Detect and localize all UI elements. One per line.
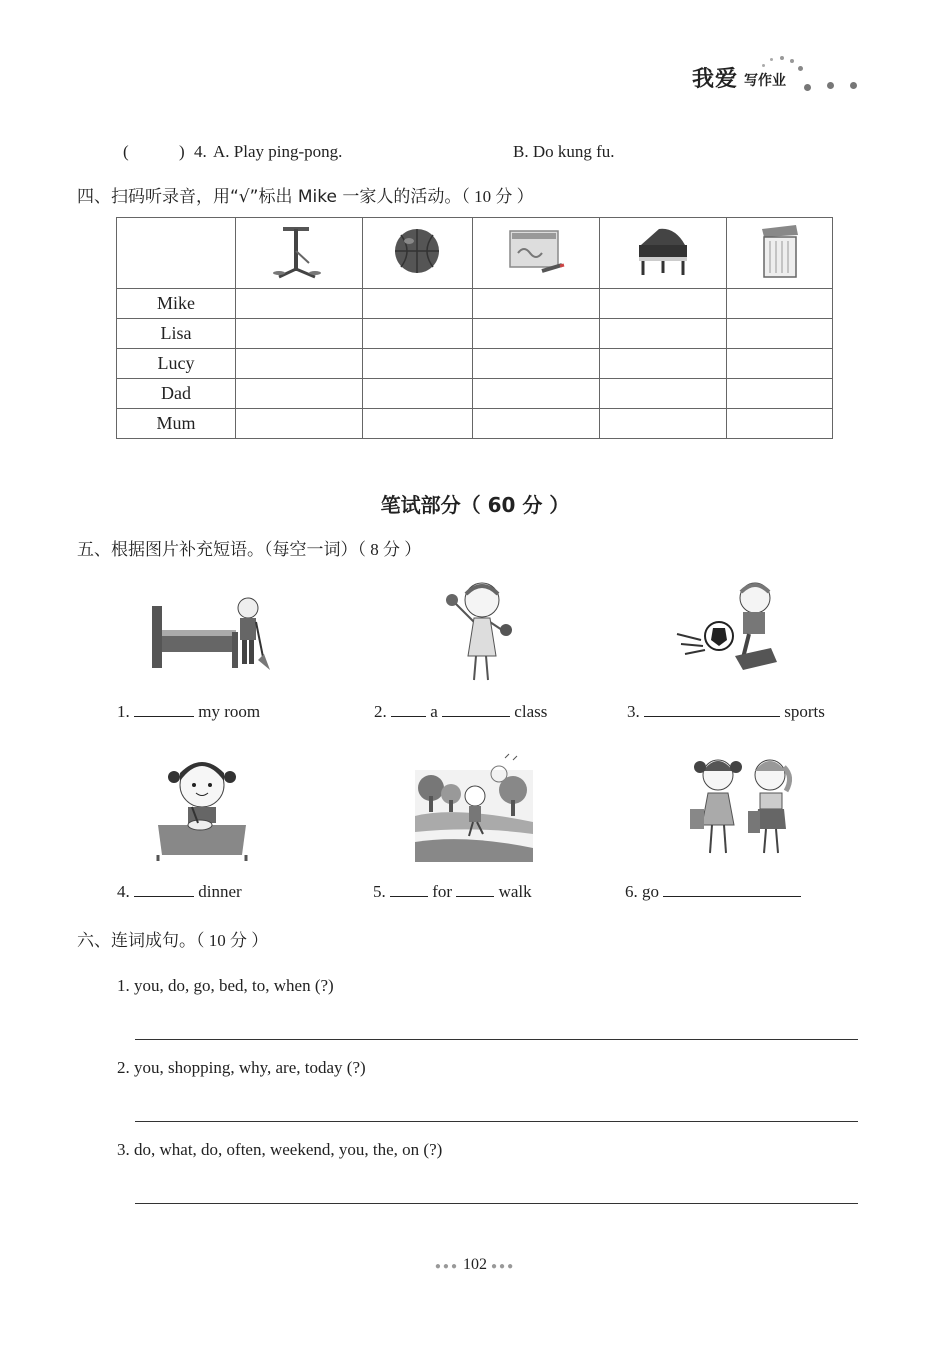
s6-answer-line-3[interactable] xyxy=(135,1203,858,1204)
check-cell[interactable] xyxy=(599,349,726,379)
s5-item6-text: go xyxy=(642,882,659,901)
table-row xyxy=(117,289,833,319)
section4-title-text: 四、扫码听录音，用“√”标出 Mike 一家人的活动。 xyxy=(77,187,462,207)
clean-room-picture xyxy=(148,592,273,672)
icon-row xyxy=(117,218,833,289)
s5-item1 xyxy=(117,700,260,722)
table-row xyxy=(117,349,833,379)
logo-text-small: 写作业 xyxy=(744,73,786,89)
s5-item2-num: 2. xyxy=(374,702,387,721)
dance-class-picture xyxy=(440,578,520,683)
page-number: 102 xyxy=(463,1256,487,1273)
s5-item5-blank-2[interactable] xyxy=(456,880,494,897)
bookcase-cell xyxy=(726,218,832,289)
s5-item6-num: 6. xyxy=(625,882,638,901)
check-cell[interactable] xyxy=(236,349,363,379)
check-cell[interactable] xyxy=(362,319,472,349)
section5-score: （ 8 分 ） xyxy=(357,540,422,559)
section6-score: （ 10 分 ） xyxy=(196,931,269,950)
check-cell[interactable] xyxy=(236,319,363,349)
s5-item6-blank[interactable] xyxy=(663,880,801,897)
s5-item2 xyxy=(374,700,547,722)
written-part-title: 笔试部分（ 60 分 ） xyxy=(380,493,570,517)
s6-answer-line-2[interactable] xyxy=(135,1121,858,1122)
check-cell[interactable] xyxy=(473,349,600,379)
s5-item4-text: dinner xyxy=(198,882,242,901)
s5-item4-blank[interactable] xyxy=(134,880,194,897)
check-cell[interactable] xyxy=(362,289,472,319)
s5-item2-text-2: class xyxy=(514,702,548,721)
piano-icon xyxy=(633,223,693,279)
check-cell[interactable] xyxy=(726,289,832,319)
logo-text-big: 我爱 xyxy=(692,67,739,92)
check-cell[interactable] xyxy=(599,379,726,409)
check-cell[interactable] xyxy=(362,379,472,409)
s5-item2-blank-1[interactable] xyxy=(391,700,426,717)
check-cell[interactable] xyxy=(362,349,472,379)
page-footer xyxy=(0,1256,950,1274)
table-row xyxy=(117,409,833,439)
take-a-walk-picture xyxy=(415,750,533,862)
s6-answer-line-1[interactable] xyxy=(135,1039,858,1040)
section4-title xyxy=(77,182,534,207)
basketball-cell xyxy=(362,218,472,289)
bookcase-icon xyxy=(754,221,804,281)
q4-number: 4. xyxy=(194,142,207,161)
s5-item3 xyxy=(627,700,825,722)
section5-title xyxy=(77,535,421,560)
s5-item5-text-1: for xyxy=(432,882,453,901)
empty-corner-cell xyxy=(117,218,236,289)
check-cell[interactable] xyxy=(473,379,600,409)
s5-item5-num: 5. xyxy=(373,882,386,901)
go-shopping-picture xyxy=(686,753,804,858)
check-cell[interactable] xyxy=(236,289,363,319)
check-cell[interactable] xyxy=(726,349,832,379)
check-cell[interactable] xyxy=(726,319,832,349)
s5-item3-num: 3. xyxy=(627,702,640,721)
s5-item3-blank[interactable] xyxy=(644,700,780,717)
section6-title-text: 六、连词成句。 xyxy=(77,931,196,951)
s5-item2-text-1: a xyxy=(430,702,438,721)
s6-item1: 1. you, do, go, bed, to, when (?) xyxy=(117,976,334,995)
s5-item1-blank[interactable] xyxy=(134,700,194,717)
s5-item5-blank-1[interactable] xyxy=(390,880,428,897)
exercise-machine-cell xyxy=(236,218,363,289)
row-name: Mike xyxy=(117,289,236,319)
s5-item1-text: my room xyxy=(198,702,261,721)
s5-item4 xyxy=(117,880,242,902)
s5-item2-blank-2[interactable] xyxy=(442,700,510,717)
q4-option-a: A. Play ping-pong. xyxy=(213,142,343,161)
section5-title-text: 五、根据图片补充短语。（每空一词） xyxy=(77,540,358,560)
s5-item3-text: sports xyxy=(784,702,825,721)
q4-option-b: B. Do kung fu. xyxy=(513,142,615,161)
basketball-icon xyxy=(391,225,443,277)
row-name: Lisa xyxy=(117,319,236,349)
brand-logo xyxy=(692,60,872,100)
q4-bracket-close: ) xyxy=(179,142,185,161)
s5-item5 xyxy=(373,880,532,902)
s5-item4-num: 4. xyxy=(117,882,130,901)
section4-score: （ 10 分 ） xyxy=(461,187,534,206)
check-cell[interactable] xyxy=(236,379,363,409)
q4-bracket-open: ( xyxy=(123,142,129,161)
exercise-machine-icon xyxy=(269,221,329,281)
activity-table xyxy=(116,217,833,439)
check-cell[interactable] xyxy=(362,409,472,439)
row-name: Mum xyxy=(117,409,236,439)
check-cell[interactable] xyxy=(599,319,726,349)
drawing-board-cell xyxy=(473,218,600,289)
s5-item1-num: 1. xyxy=(117,702,130,721)
check-cell[interactable] xyxy=(236,409,363,439)
check-cell[interactable] xyxy=(599,289,726,319)
row-name: Lucy xyxy=(117,349,236,379)
s5-item5-text-2: walk xyxy=(498,882,532,901)
check-cell[interactable] xyxy=(726,409,832,439)
row-name: Dad xyxy=(117,379,236,409)
s5-item6 xyxy=(625,880,801,902)
check-cell[interactable] xyxy=(473,289,600,319)
check-cell[interactable] xyxy=(599,409,726,439)
section6-title xyxy=(77,926,268,951)
check-cell[interactable] xyxy=(473,319,600,349)
table-row xyxy=(117,319,833,349)
drawing-board-icon xyxy=(506,223,566,279)
check-cell[interactable] xyxy=(473,409,600,439)
dots-right-icon: ●●● xyxy=(491,1261,516,1272)
s6-item3: 3. do, what, do, often, weekend, you, the, on (?) xyxy=(117,1140,443,1159)
dots-left-icon: ●●● xyxy=(434,1261,459,1272)
play-sports-picture xyxy=(673,578,785,678)
piano-cell xyxy=(599,218,726,289)
s6-item2: 2. you, shopping, why, are, today (?) xyxy=(117,1058,366,1077)
eat-dinner-picture xyxy=(152,755,252,863)
table-row xyxy=(117,379,833,409)
check-cell[interactable] xyxy=(726,379,832,409)
